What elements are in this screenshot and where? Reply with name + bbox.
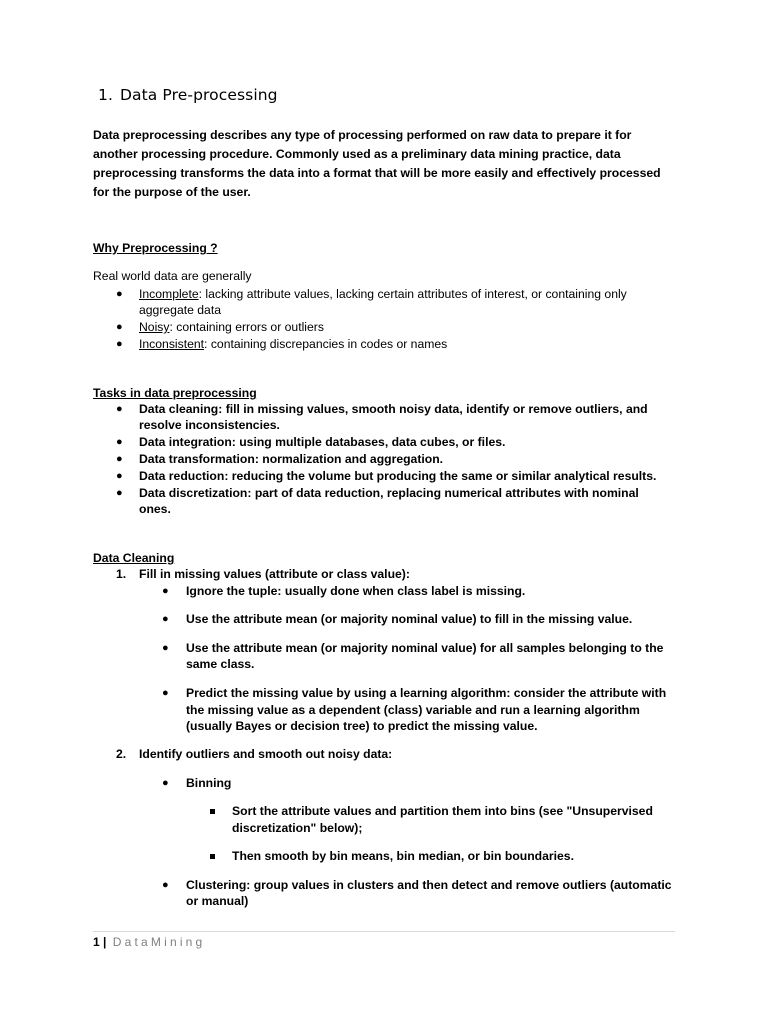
task-term: Data discretization bbox=[139, 486, 248, 500]
missing-value-item: Ignore the tuple: usually done when class label is missing. bbox=[186, 584, 526, 598]
heading-number: 1. bbox=[98, 86, 113, 104]
intro-line: preprocessing transforms the data into a format that will be more easily and effectively processed bbox=[93, 166, 661, 180]
task-term: Data integration bbox=[139, 435, 232, 449]
binning-subitem-cont: discretization" below); bbox=[232, 821, 363, 835]
intro-line: another processing procedure. Commonly used as a preliminary data mining practice, data bbox=[93, 147, 621, 161]
missing-value-item-cont: (usually Bayes or decision tree) to predict the missing value. bbox=[186, 719, 538, 733]
bullet-icon: ● bbox=[162, 687, 169, 699]
task-item-cont: ones. bbox=[139, 502, 171, 516]
why-item-cont: aggregate data bbox=[139, 303, 221, 317]
task-item bbox=[139, 434, 505, 451]
why-item bbox=[139, 336, 447, 353]
clustering-item-cont: or manual) bbox=[186, 894, 249, 908]
missing-value-item: Use the attribute mean (or majority nominal value) to fill in the missing value. bbox=[186, 612, 633, 626]
bullet-icon: ● bbox=[116, 487, 123, 499]
tasks-heading: Tasks in data preprocessing bbox=[93, 386, 257, 400]
why-item-text: : containing errors or outliers bbox=[169, 320, 324, 334]
page-footer bbox=[93, 934, 205, 950]
why-item-term: Incomplete bbox=[139, 287, 199, 301]
why-lead: Real world data are generally bbox=[93, 269, 252, 283]
task-item bbox=[139, 401, 648, 418]
task-term: Data transformation bbox=[139, 452, 255, 466]
why-item-text: : lacking attribute values, lacking certain attributes of interest, or containing only bbox=[198, 287, 627, 301]
task-term: Data cleaning bbox=[139, 402, 219, 416]
bullet-icon: ● bbox=[162, 585, 169, 597]
why-item-term: Noisy bbox=[139, 320, 170, 334]
cleaning-heading: Data Cleaning bbox=[93, 551, 175, 565]
step-number: 1. bbox=[116, 567, 127, 581]
step-text: Fill in missing values (attribute or class value): bbox=[139, 567, 410, 581]
bullet-icon: ● bbox=[162, 613, 169, 625]
bullet-icon: ● bbox=[116, 403, 123, 415]
bullet-icon: ● bbox=[116, 288, 123, 300]
missing-value-item-cont: the missing value as a dependent (class) variable and run a learning algorithm bbox=[186, 703, 640, 717]
binning-subitem: Sort the attribute values and partition them into bins (see "Unsupervised bbox=[232, 804, 653, 818]
missing-value-item-cont: same class. bbox=[186, 657, 255, 671]
bullet-icon: ● bbox=[162, 642, 169, 654]
bullet-icon: ● bbox=[116, 321, 123, 333]
square-bullet-icon bbox=[210, 854, 215, 859]
binning-label: Binning bbox=[186, 776, 232, 790]
task-text: : reducing the volume but producing the same or similar analytical results. bbox=[224, 469, 657, 483]
missing-value-item: Predict the missing value by using a learning algorithm: consider the attribute with bbox=[186, 686, 667, 700]
footer-brand: DataMining bbox=[112, 935, 206, 949]
why-item bbox=[139, 319, 324, 336]
missing-value-item: Use the attribute mean (or majority nominal value) for all samples belonging to the bbox=[186, 641, 664, 655]
task-item bbox=[139, 451, 443, 468]
binning-subitem: Then smooth by bin means, bin median, or bin boundaries. bbox=[232, 849, 574, 863]
task-term: Data reduction bbox=[139, 469, 225, 483]
task-item-cont: resolve inconsistencies. bbox=[139, 418, 280, 432]
why-item bbox=[139, 286, 627, 303]
bullet-icon: ● bbox=[116, 453, 123, 465]
task-item bbox=[139, 485, 639, 502]
section-heading bbox=[98, 86, 278, 104]
intro-line: for the purpose of the user. bbox=[93, 185, 251, 199]
task-text: : part of data reduction, replacing numerical attributes with nominal bbox=[247, 486, 639, 500]
footer-separator: | bbox=[103, 935, 107, 949]
clustering-item: Clustering: group values in clusters and then detect and remove outliers (automatic bbox=[186, 878, 672, 892]
bullet-icon: ● bbox=[116, 470, 123, 482]
task-text: : normalization and aggregation. bbox=[254, 452, 444, 466]
why-item-term: Inconsistent bbox=[139, 337, 205, 351]
footer-divider bbox=[93, 931, 675, 932]
task-item bbox=[139, 468, 656, 485]
step-number: 2. bbox=[116, 747, 127, 761]
bullet-icon: ● bbox=[162, 777, 169, 789]
task-text: : fill in missing values, smooth noisy data, identify or remove outliers, and bbox=[218, 402, 648, 416]
bullet-icon: ● bbox=[162, 879, 169, 891]
square-bullet-icon bbox=[210, 809, 215, 814]
why-heading: Why Preprocessing ? bbox=[93, 241, 218, 255]
page-number: 1 bbox=[93, 935, 100, 949]
task-text: : using multiple databases, data cubes, or files. bbox=[231, 435, 506, 449]
intro-line: Data preprocessing describes any type of processing performed on raw data to prepare it for bbox=[93, 128, 632, 142]
bullet-icon: ● bbox=[116, 338, 123, 350]
why-item-text: : containing discrepancies in codes or names bbox=[204, 337, 448, 351]
bullet-icon: ● bbox=[116, 436, 123, 448]
step-text: Identify outliers and smooth out noisy data: bbox=[139, 747, 393, 761]
heading-title: Data Pre-processing bbox=[120, 86, 278, 104]
